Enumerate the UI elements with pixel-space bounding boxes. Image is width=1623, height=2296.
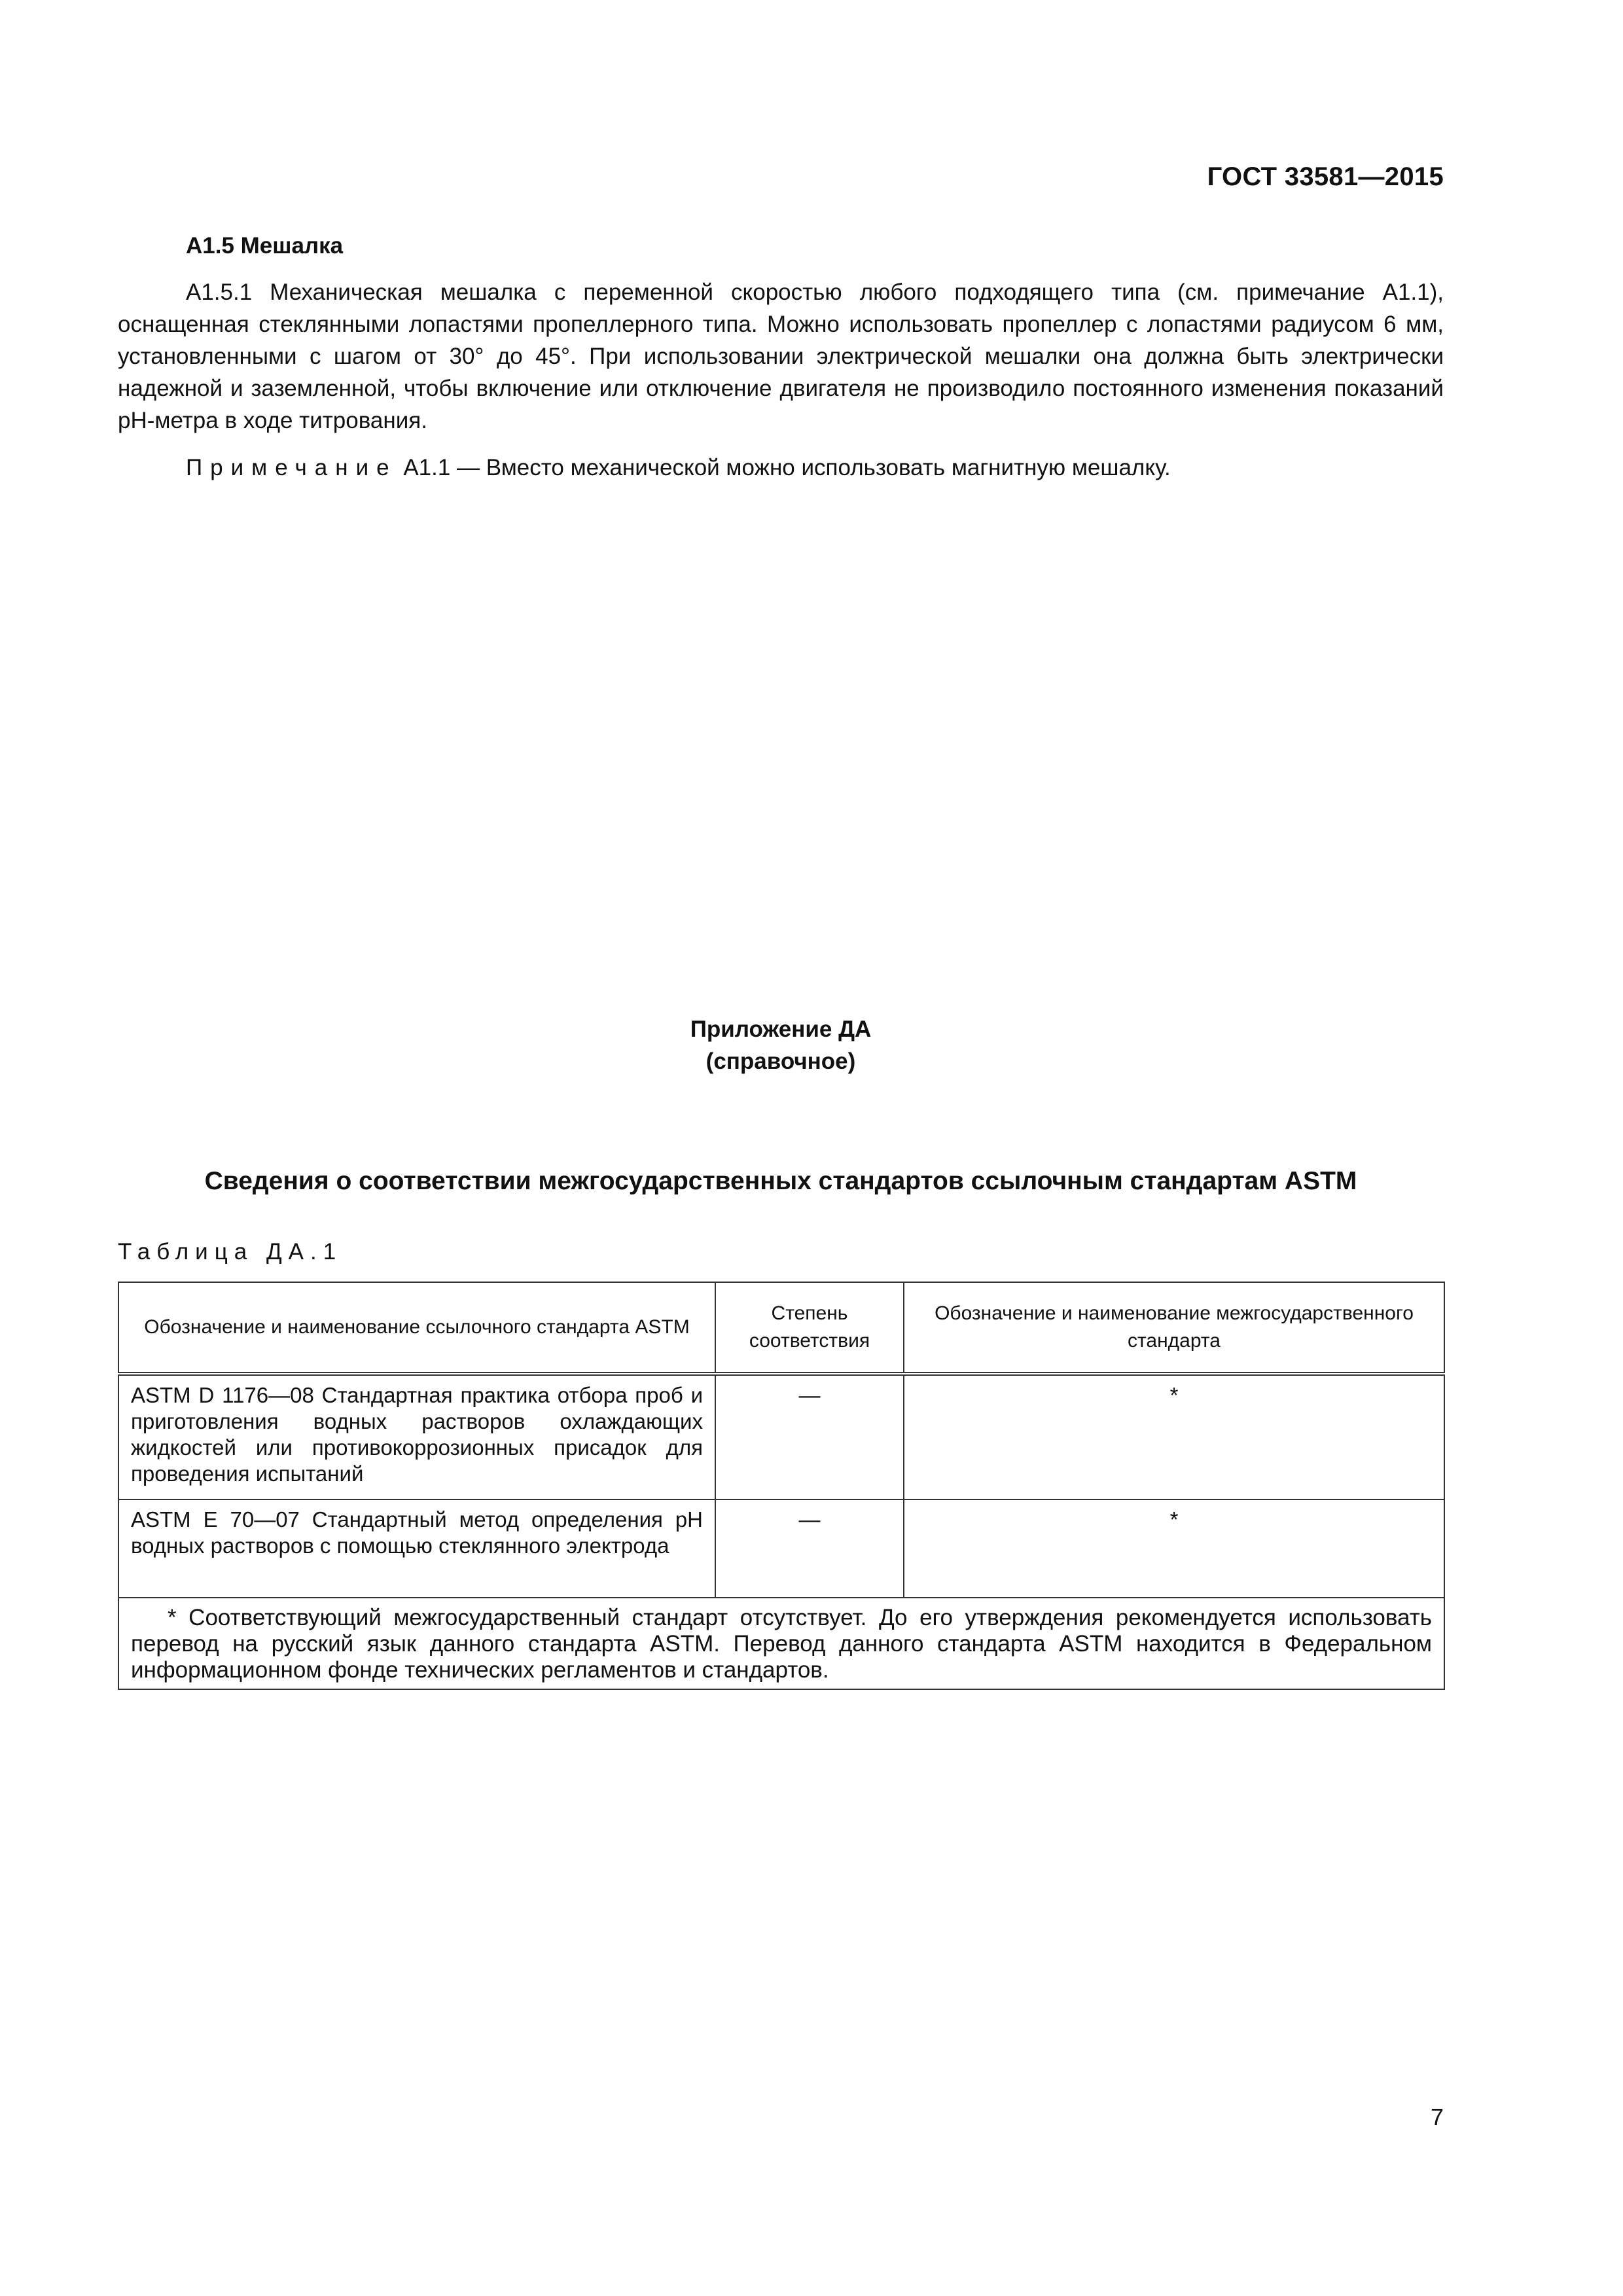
table-row [118, 1499, 1444, 1598]
appendix-heading [118, 1013, 1444, 1077]
note-text: А1.1 — Вместо механической можно использовать магнитную мешалку. [397, 455, 1171, 480]
standard-code: ГОСТ 33581—2015 [1207, 162, 1444, 191]
table-footnote: * Соответствующий межгосударственный стандарт отсутствует. До его утверждения рекомендуется использовать перевод на русский язык данного стандарта ASTM. Перевод данного стандарта ASTM находится в Федеральном информационном фонде технических регламентов и стандартов. [118, 1598, 1444, 1689]
column-header-interstate: Обозначение и наименование межгосударственного стандарта [904, 1282, 1444, 1374]
interstate-standard-cell: * [904, 1499, 1444, 1598]
appendix-title: Сведения о соответствии межгосударственных стандартов ссылочным стандартам ASTM [204, 1167, 1357, 1195]
column-header-degree: Степень соответствия [715, 1282, 904, 1374]
appendix-label: Приложение ДА [690, 1016, 872, 1042]
correspondence-table [118, 1282, 1445, 1690]
astm-standard-cell: ASTM D 1176—08 Стандартная практика отбора проб и приготовления водных растворов охлаждающих жидкостей или противокоррозионных присадок для проведения испытаний [118, 1374, 715, 1499]
table-footnote-row [118, 1598, 1444, 1689]
page-number: 7 [1430, 2104, 1444, 2130]
astm-standard-cell: ASTM E 70—07 Стандартный метод определения pH водных растворов с помощью стеклянного электрода [118, 1499, 715, 1598]
column-header-astm: Обозначение и наименование ссылочного стандарта ASTM [118, 1282, 715, 1374]
degree-cell: — [715, 1499, 904, 1598]
section-paragraph: А1.5.1 Механическая мешалка с переменной скоростью любого подходящего типа (см. примечание А1.1), оснащенная стеклянными лопастями пропеллерного типа. Можно использовать пропеллер с лопастями радиусом 6 мм, установленными с шагом от 30° до 45°. При использовании электрической мешалки она должна быть электрически надежной и заземленной, чтобы включение или отключение двигателя не производило постоянного изменения показаний pH-метра в ходе титрования. [118, 279, 1444, 433]
table-label: Таблица ДА.1 [118, 1239, 343, 1265]
appendix-type: (справочное) [705, 1049, 856, 1074]
table-row [118, 1374, 1444, 1499]
table-header-row [118, 1282, 1444, 1374]
section-title: А1.5 Мешалка [186, 233, 344, 259]
note [186, 452, 1444, 484]
note-label: Примечание [186, 455, 397, 480]
degree-cell: — [715, 1374, 904, 1499]
interstate-standard-cell: * [904, 1374, 1444, 1499]
